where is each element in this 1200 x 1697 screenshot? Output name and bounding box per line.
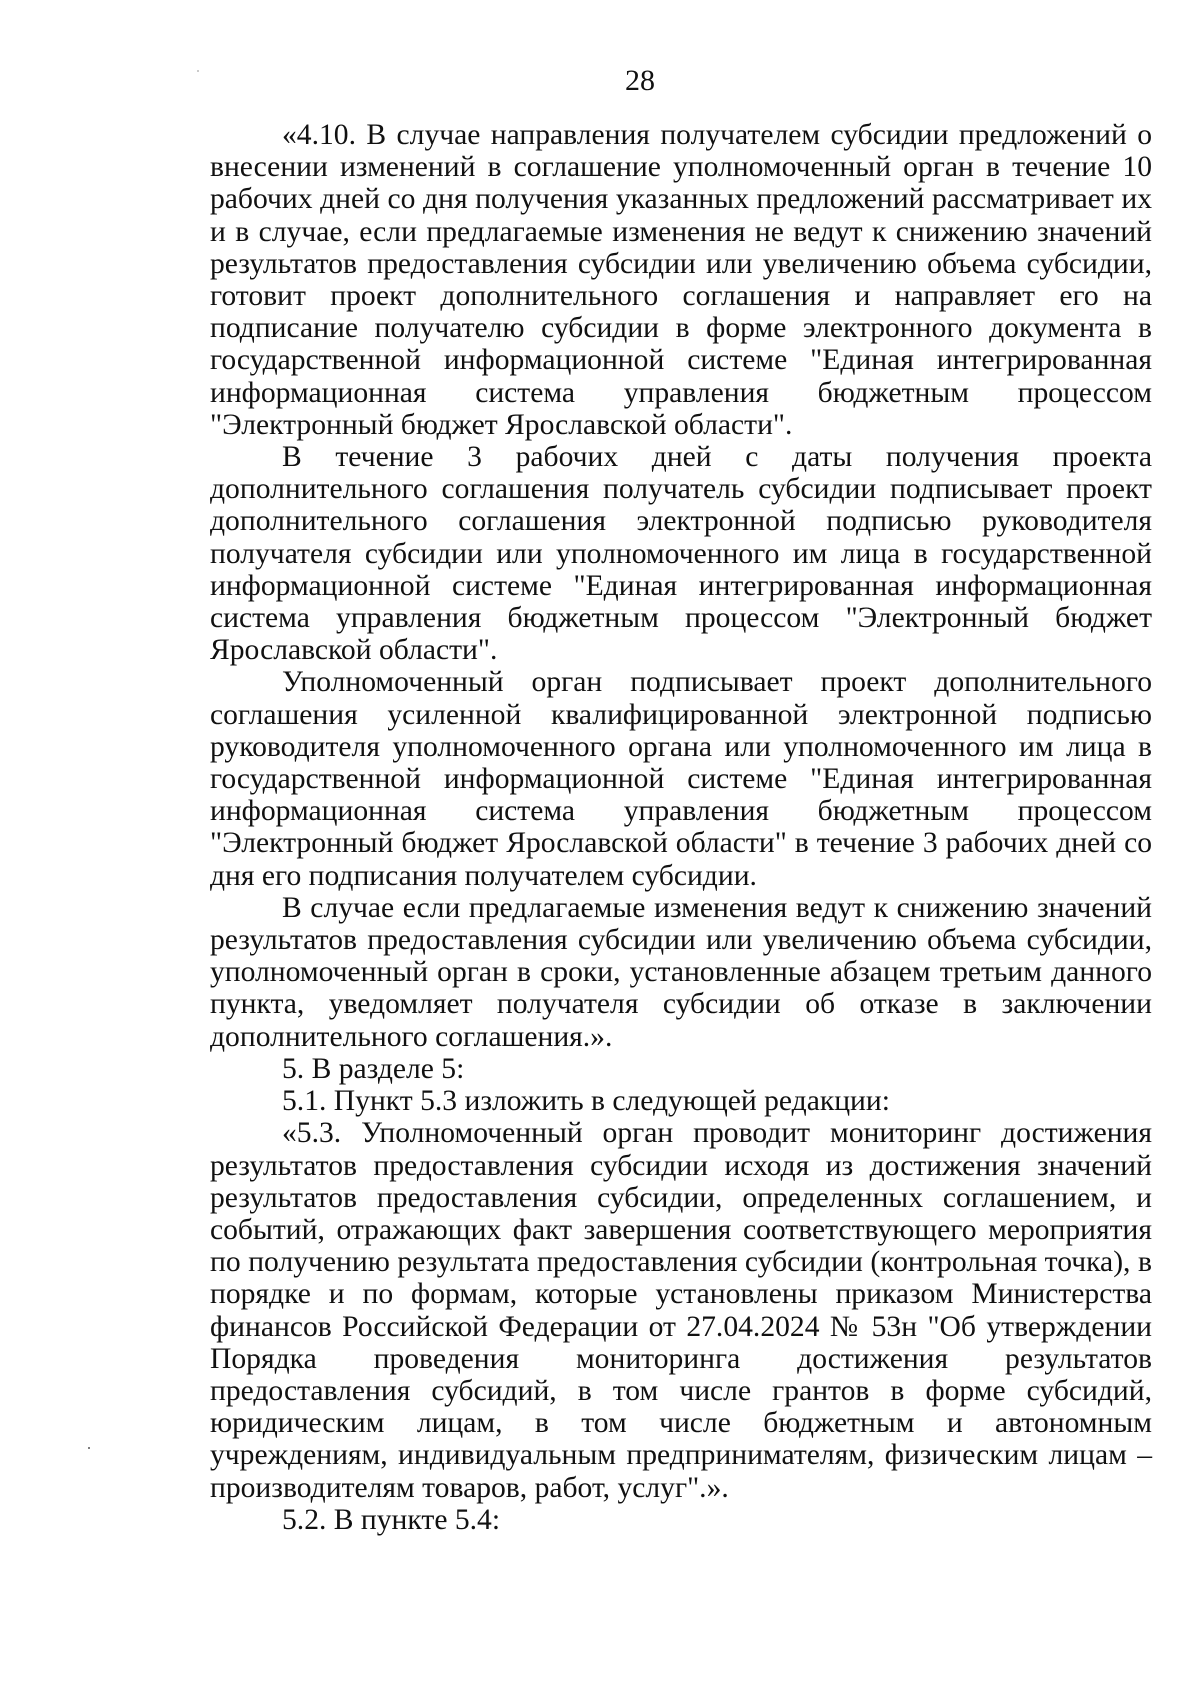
scan-artifact-dot xyxy=(197,70,199,72)
paragraph-signing-recipient: В течение 3 рабочих дней с даты получения проекта дополнительного соглашения получатель субсидии подписывает проект дополнительного соглашения электронной подписью руководителя получателя субсидии или уполномоченного им лица в государственной информационной системе "Единая интегрированная информационная система управления бюджетным процессом "Электронный бюджет Ярославской области". xyxy=(210,441,1152,667)
document-body xyxy=(210,119,1152,1536)
page-number: 28 xyxy=(625,64,655,97)
paragraph-4-10: «4.10. В случае направления получателем субсидии предложений о внесении изменений в соглашение уполномоченный орган в течение 10 рабочих дней со дня получения указанных предложений рассматривает их и в случае, если предлагаемые изменения не ведут к снижению значений результатов предоставления субсидии или увеличению объема субсидии, готовит проект дополнительного соглашения и направляет его на подписание получателю субсидии в форме электронного документа в государственной информационной системе "Единая интегрированная информационная система управления бюджетным процессом "Электронный бюджет Ярославской области". xyxy=(210,119,1152,441)
paragraph-5-3: «5.3. Уполномоченный орган проводит мониторинг достижения результатов предоставления субсидии исходя из достижения значений результатов предоставления субсидии, определенных соглашением, и событий, отражающих факт завершения соответствующего мероприятия по получению результата предоставления субсидии (контрольная точка), в порядке и по формам, которые установлены приказом Министерства финансов Российской Федерации от 27.04.2024 № 53н "Об утверждении Порядка проведения мониторинга достижения результатов предоставления субсидий, в том числе грантов в форме субсидий, юридическим лицам, в том числе бюджетным и автономным учреждениям, индивидуальным предпринимателям, физическим лицам – производителям товаров, работ, услуг".». xyxy=(210,1117,1152,1504)
paragraph-refusal: В случае если предлагаемые изменения ведут к снижению значений результатов предоставления субсидии или увеличению объема субсидии, уполномоченный орган в сроки, установленные абзацем третьим данного пункта, уведомляет получателя субсидии об отказе в заключении дополнительного соглашения.». xyxy=(210,891,1152,1053)
paragraph-5-2: 5.2. В пункте 5.4: xyxy=(282,1503,501,1536)
paragraph-section-5: 5. В разделе 5: xyxy=(282,1052,465,1085)
paragraph-5-1: 5.1. Пункт 5.3 изложить в следующей редакции: xyxy=(282,1085,890,1118)
paragraph-signing-authority: Уполномоченный орган подписывает проект дополнительного соглашения усиленной квалифицированной электронной подписью руководителя уполномоченного органа или уполномоченного им лица в государственной информационной системе "Единая интегрированная информационная система управления бюджетным процессом "Электронный бюджет Ярославской области" в течение 3 рабочих дней со дня его подписания получателем субсидии. xyxy=(210,666,1152,892)
scan-artifact-dot xyxy=(88,1447,90,1449)
